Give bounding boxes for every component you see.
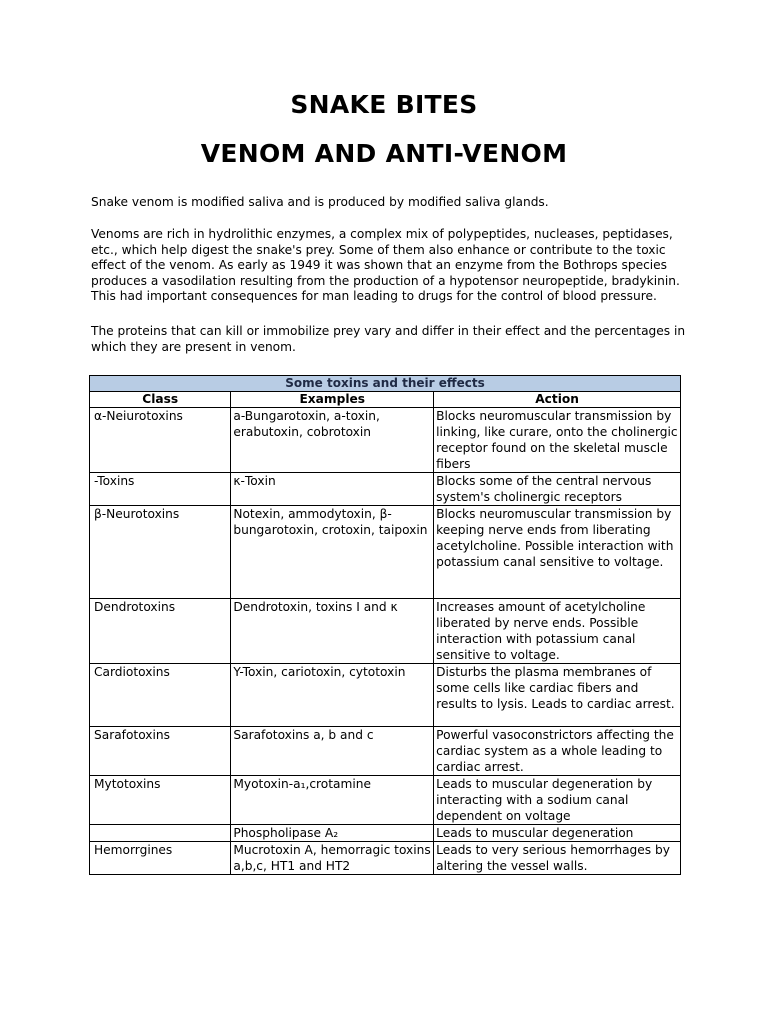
cell-line: dependent on voltage: [436, 809, 571, 823]
table-header-row: [90, 392, 681, 408]
table-row: [90, 473, 681, 506]
examples-cell: [231, 825, 434, 842]
table-caption: Some toxins and their effects: [90, 376, 681, 392]
table-row: [90, 408, 681, 473]
cell-line: cardiac arrest.: [436, 760, 524, 774]
table-row: [90, 664, 681, 727]
table-row: [90, 842, 681, 875]
cell-line: Mytotoxins: [94, 777, 161, 791]
cell-line: Phospholipase A₂: [233, 826, 339, 840]
toxins-table: [89, 375, 681, 875]
cell-line: erabutoxin, cobrotoxin: [233, 425, 372, 439]
cell-line: interacting with a sodium canal: [436, 793, 629, 807]
cell-line: potassium canal sensitive to voltage.: [436, 555, 664, 569]
examples-cell: [231, 506, 434, 599]
table-row: [90, 776, 681, 825]
cell-line: altering the vessel walls.: [436, 859, 588, 873]
class-cell: [90, 664, 231, 727]
class-cell: [90, 506, 231, 599]
cell-line: Sarafotoxins: [94, 728, 170, 742]
class-cell: [90, 727, 231, 776]
action-cell: [434, 727, 681, 776]
cell-line: a-Bungarotoxin, a-toxin,: [233, 409, 380, 423]
table-row: [90, 825, 681, 842]
cell-line: Myotoxin-a₁,crotamine: [233, 777, 371, 791]
examples-cell: [231, 408, 434, 473]
cell-line: α-Neiurotoxins: [94, 409, 183, 423]
examples-cell: [231, 776, 434, 825]
cell-line: Blocks neuromuscular transmission by: [436, 507, 672, 521]
paragraph-line: etc., which help digest the snake's prey. Some of them also enhance or contribute to the toxic: [91, 242, 666, 257]
cell-line: Leads to very serious hemorrhages by: [436, 843, 670, 857]
table-caption-row: [90, 376, 681, 392]
cell-line: Disturbs the plasma membranes of: [436, 665, 652, 679]
paragraph-line: The proteins that can kill or immobilize prey vary and differ in their effect and the percentages in: [91, 324, 686, 338]
header-examples: Examples: [231, 392, 434, 408]
cell-line: bungarotoxin, crotoxin, taipoxin: [233, 523, 428, 537]
paragraph-line: This had important consequences for man leading to drugs for the control of blood pressure.: [91, 289, 657, 304]
cell-line: Powerful vasoconstrictors affecting the: [436, 728, 674, 742]
proteins-paragraph: [91, 324, 691, 355]
action-cell: [434, 825, 681, 842]
cell-line: linking, like curare, onto the cholinergic: [436, 425, 678, 439]
header-action: Action: [434, 392, 681, 408]
paragraph-line: which they are present in venom.: [91, 339, 296, 354]
cell-line: results to lysis. Leads to cardiac arrest.: [436, 697, 675, 711]
examples-cell: [231, 473, 434, 506]
cell-line: acetylcholine. Possible interaction with: [436, 539, 674, 553]
cell-line: receptor found on the skeletal muscle: [436, 441, 668, 455]
document-subtitle: VENOM AND ANTI-VENOM: [200, 139, 568, 168]
cell-line: Leads to muscular degeneration: [436, 826, 634, 840]
document-title: SNAKE BITES: [290, 90, 478, 119]
paragraph-line: effect of the venom. As early as 1949 it was shown that an enzyme from the Bothrops species: [91, 258, 668, 273]
cell-line: Dendrotoxin, toxins I and κ: [233, 600, 398, 614]
paragraph-line: Venoms are rich in hydrolithic enzymes, a complex mix of polypeptides, nucleases, peptidases,: [91, 227, 673, 241]
cell-line: κ-Toxin: [233, 474, 276, 488]
examples-cell: [231, 727, 434, 776]
cell-line: cardiac system as a whole leading to: [436, 744, 663, 758]
class-cell: [90, 408, 231, 473]
intro-paragraph: [91, 195, 691, 211]
action-cell: [434, 664, 681, 727]
cell-line: Leads to muscular degeneration by: [436, 777, 653, 791]
cell-line: liberated by nerve ends. Possible: [436, 616, 639, 630]
cell-line: interaction with potassium canal: [436, 632, 636, 646]
table-row: [90, 599, 681, 664]
cell-line: Y-Toxin, cariotoxin, cytotoxin: [233, 665, 406, 679]
cell-line: Dendrotoxins: [94, 600, 176, 614]
cell-line: keeping nerve ends from liberating: [436, 523, 651, 537]
action-cell: [434, 599, 681, 664]
cell-line: Blocks some of the central nervous: [436, 474, 652, 488]
cell-line: a,b,c, HT1 and HT2: [233, 859, 351, 873]
cell-line: sensitive to voltage.: [436, 648, 560, 662]
action-cell: [434, 408, 681, 473]
action-cell: [434, 842, 681, 875]
table-row: [90, 727, 681, 776]
cell-line: system's cholinergic receptors: [436, 490, 622, 504]
table-row: [90, 506, 681, 599]
cell-line: β-Neurotoxins: [94, 507, 180, 521]
action-cell: [434, 776, 681, 825]
class-cell: [90, 842, 231, 875]
cell-line: -Toxins: [94, 474, 135, 488]
cell-line: Hemorrgines: [94, 843, 173, 857]
examples-cell: [231, 664, 434, 727]
cell-line: Cardiotoxins: [94, 665, 170, 679]
class-cell: [90, 825, 231, 842]
action-cell: [434, 506, 681, 599]
class-cell: [90, 599, 231, 664]
class-cell: [90, 473, 231, 506]
examples-cell: [231, 842, 434, 875]
paragraph-line: Snake venom is modified saliva and is produced by modified saliva glands.: [91, 195, 549, 209]
cell-line: fibers: [436, 457, 471, 471]
paragraph-line: produces a vasodilation resulting from the production of a hypotensor neuropeptide, bradykinin.: [91, 273, 680, 288]
cell-line: Sarafotoxins a, b and c: [233, 728, 374, 742]
enzymes-paragraph: [91, 227, 691, 305]
cell-line: Notexin, ammodytoxin, β-: [233, 507, 392, 521]
class-cell: [90, 776, 231, 825]
header-class: Class: [90, 392, 231, 408]
cell-line: Blocks neuromuscular transmission by: [436, 409, 672, 423]
examples-cell: [231, 599, 434, 664]
cell-line: Increases amount of acetylcholine: [436, 600, 646, 614]
cell-line: some cells like cardiac fibers and: [436, 681, 639, 695]
action-cell: [434, 473, 681, 506]
cell-line: Mucrotoxin A, hemorragic toxins: [233, 843, 431, 857]
